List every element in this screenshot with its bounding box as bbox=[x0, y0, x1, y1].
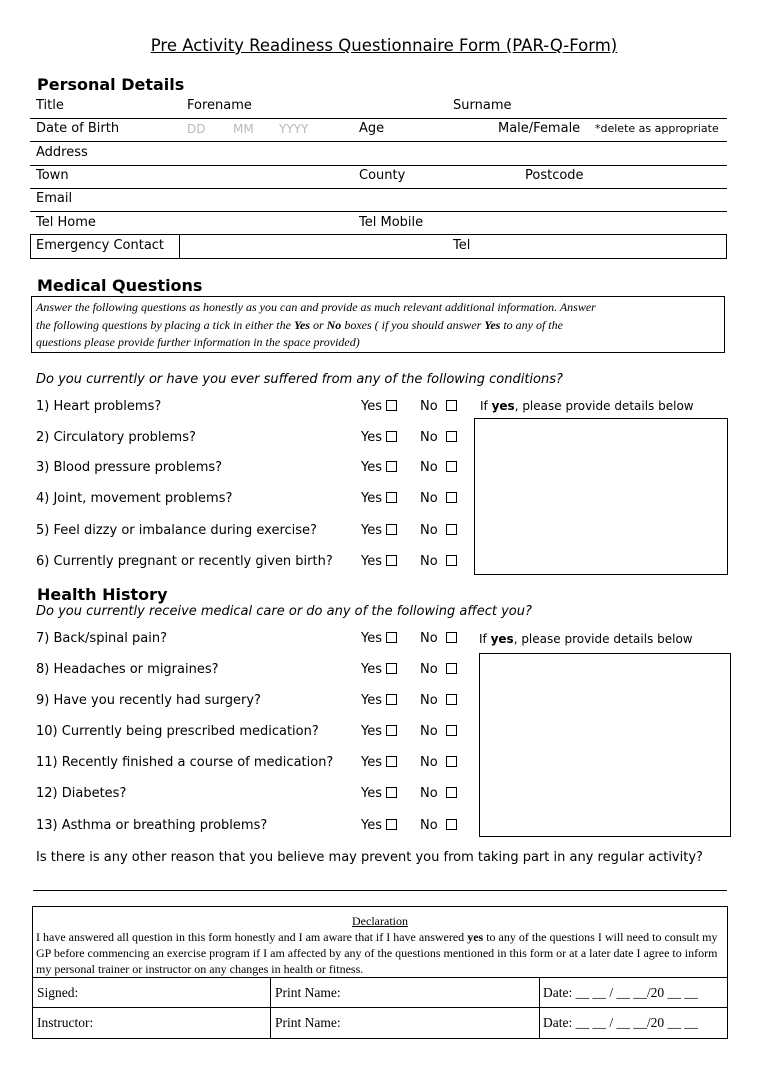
declaration-text bbox=[36, 929, 726, 977]
no-label: No bbox=[420, 818, 438, 833]
q13-no[interactable] bbox=[420, 818, 457, 833]
county-label: County bbox=[359, 168, 406, 183]
history-intro: Do you currently receive medical care or do any of the following affect you? bbox=[36, 604, 532, 619]
title-row-line bbox=[30, 118, 727, 119]
q1-yes[interactable] bbox=[361, 399, 397, 414]
hint-text: , please provide details below bbox=[514, 399, 694, 413]
q6-no[interactable] bbox=[420, 554, 457, 569]
declaration-text-part: to any of the questions I will need to consult my GP before commencing an exercise program if I am affected by any of the questions mentioned in this form or at a later date I agree to inform my personal trainer or instructor on any changes in health or fitness. bbox=[36, 930, 718, 976]
health-history-heading: Health History bbox=[37, 585, 168, 604]
history-details-hint bbox=[479, 632, 693, 646]
q2-no-checkbox[interactable] bbox=[446, 431, 457, 442]
question-4: 4) Joint, movement problems? bbox=[36, 491, 233, 506]
signature-divider-2 bbox=[539, 977, 540, 1039]
question-7: 7) Back/spinal pain? bbox=[36, 631, 167, 646]
q4-yes[interactable] bbox=[361, 491, 397, 506]
instructions-text: to any of the bbox=[500, 317, 563, 332]
emergency-tel-label: Tel bbox=[453, 238, 471, 253]
q5-yes[interactable] bbox=[361, 523, 397, 538]
question-11: 11) Recently finished a course of medication? bbox=[36, 755, 334, 770]
other-reason-answer-line[interactable] bbox=[33, 890, 727, 891]
signature-divider-1 bbox=[270, 977, 271, 1039]
question-12: 12) Diabetes? bbox=[36, 786, 127, 801]
no-label: No bbox=[420, 554, 438, 569]
q3-yes[interactable] bbox=[361, 460, 397, 475]
q6-yes[interactable] bbox=[361, 554, 397, 569]
q1-no[interactable] bbox=[420, 399, 457, 414]
q13-yes[interactable] bbox=[361, 818, 397, 833]
no-label: No bbox=[420, 786, 438, 801]
no-label: No bbox=[420, 460, 438, 475]
question-3: 3) Blood pressure problems? bbox=[36, 460, 223, 475]
q1-no-checkbox[interactable] bbox=[446, 400, 457, 411]
q6-yes-checkbox[interactable] bbox=[386, 555, 397, 566]
town-row-line bbox=[30, 188, 727, 189]
q13-no-checkbox[interactable] bbox=[446, 819, 457, 830]
hint-text: If bbox=[480, 399, 492, 413]
hint-bold: yes bbox=[490, 632, 514, 646]
q10-no[interactable] bbox=[420, 724, 457, 739]
age-label: Age bbox=[359, 121, 385, 136]
hint-text: , please provide details below bbox=[513, 632, 693, 646]
question-6: 6) Currently pregnant or recently given birth? bbox=[36, 554, 333, 569]
conditions-intro: Do you currently or have you ever suffered from any of the following conditions? bbox=[36, 372, 563, 387]
instructor-print-name-field[interactable]: Print Name: bbox=[275, 1015, 341, 1030]
q12-no-checkbox[interactable] bbox=[446, 787, 457, 798]
postcode-label: Postcode bbox=[525, 168, 584, 183]
q3-no-checkbox[interactable] bbox=[446, 461, 457, 472]
no-label: No bbox=[420, 631, 438, 646]
instructions-text: the following questions by placing a tick in either the bbox=[36, 317, 294, 332]
hint-bold: yes bbox=[491, 399, 515, 413]
address-label: Address bbox=[36, 145, 88, 160]
q6-no-checkbox[interactable] bbox=[446, 555, 457, 566]
yes-label: Yes bbox=[361, 786, 382, 801]
medical-questions-heading: Medical Questions bbox=[37, 276, 203, 295]
q1-yes-checkbox[interactable] bbox=[386, 400, 397, 411]
instructions-line-3: questions please provide further information in the space provided) bbox=[36, 335, 360, 349]
yes-label: Yes bbox=[361, 460, 382, 475]
personal-details-heading: Personal Details bbox=[37, 75, 185, 94]
medical-instructions bbox=[31, 296, 725, 353]
instructions-line-1: Answer the following questions as honestly as you can and provide as much relevant additional information. Answer bbox=[36, 300, 596, 314]
q7-yes-checkbox[interactable] bbox=[386, 632, 397, 643]
q9-no-checkbox[interactable] bbox=[446, 694, 457, 705]
yes-label: Yes bbox=[361, 724, 382, 739]
question-8: 8) Headaches or migraines? bbox=[36, 662, 219, 677]
emergency-contact-label: Emergency Contact bbox=[36, 238, 165, 253]
q11-yes-checkbox[interactable] bbox=[386, 756, 397, 767]
q11-yes[interactable] bbox=[361, 755, 397, 770]
q11-no[interactable] bbox=[420, 755, 457, 770]
yes-label: Yes bbox=[361, 662, 382, 677]
instructor-date-field[interactable]: Date: __ __ / __ __/20 __ __ bbox=[543, 1015, 698, 1030]
q5-yes-checkbox[interactable] bbox=[386, 524, 397, 535]
q9-yes[interactable] bbox=[361, 693, 397, 708]
q11-no-checkbox[interactable] bbox=[446, 756, 457, 767]
q2-no[interactable] bbox=[420, 430, 457, 445]
q3-no[interactable] bbox=[420, 460, 457, 475]
no-label: No bbox=[420, 724, 438, 739]
hint-text: If bbox=[479, 632, 491, 646]
instructor-field[interactable]: Instructor: bbox=[37, 1015, 94, 1030]
dob-year-field[interactable]: YYYY bbox=[279, 122, 309, 136]
forename-label: Forename bbox=[187, 98, 252, 113]
no-label: No bbox=[420, 662, 438, 677]
q4-no-checkbox[interactable] bbox=[446, 492, 457, 503]
yes-label: Yes bbox=[361, 818, 382, 833]
dob-month-field[interactable]: MM bbox=[233, 122, 254, 136]
yes-label: Yes bbox=[361, 755, 382, 770]
no-label: No bbox=[420, 399, 438, 414]
q12-no[interactable] bbox=[420, 786, 457, 801]
no-label: No bbox=[420, 491, 438, 506]
yes-label: Yes bbox=[361, 523, 382, 538]
q10-no-checkbox[interactable] bbox=[446, 725, 457, 736]
town-label: Town bbox=[36, 168, 69, 183]
gender-label[interactable]: Male/Female bbox=[498, 121, 581, 136]
declaration-heading: Declaration bbox=[352, 914, 408, 928]
q7-no-checkbox[interactable] bbox=[446, 632, 457, 643]
no-label: No bbox=[420, 523, 438, 538]
q9-yes-checkbox[interactable] bbox=[386, 694, 397, 705]
tel-mobile-label: Tel Mobile bbox=[359, 215, 424, 230]
form-title: Pre Activity Readiness Questionnaire Form (PAR-Q-Form) bbox=[150, 36, 618, 55]
yes-label: Yes bbox=[361, 430, 382, 445]
gender-note: *delete as appropriate bbox=[595, 122, 719, 135]
q12-yes-checkbox[interactable] bbox=[386, 787, 397, 798]
declaration-yes: yes bbox=[467, 930, 484, 944]
no-emphasis: No bbox=[326, 317, 342, 332]
yes-emphasis: Yes bbox=[484, 317, 501, 332]
q2-yes-checkbox[interactable] bbox=[386, 431, 397, 442]
q9-no[interactable] bbox=[420, 693, 457, 708]
instructions-line-2 bbox=[36, 317, 720, 335]
yes-label: Yes bbox=[361, 491, 382, 506]
emergency-divider bbox=[179, 234, 180, 259]
question-5: 5) Feel dizzy or imbalance during exercise? bbox=[36, 523, 317, 538]
tel-home-label: Tel Home bbox=[36, 215, 96, 230]
question-1: 1) Heart problems? bbox=[36, 399, 162, 414]
signature-row-mid bbox=[32, 1007, 728, 1008]
q7-yes[interactable] bbox=[361, 631, 397, 646]
signed-field[interactable]: Signed: bbox=[37, 985, 79, 1000]
q13-yes-checkbox[interactable] bbox=[386, 819, 397, 830]
yes-emphasis: Yes bbox=[293, 317, 310, 332]
dob-label: Date of Birth bbox=[36, 121, 120, 136]
question-13: 13) Asthma or breathing problems? bbox=[36, 818, 268, 833]
q8-no[interactable] bbox=[420, 662, 457, 677]
q8-yes-checkbox[interactable] bbox=[386, 663, 397, 674]
medical-details-hint bbox=[480, 399, 694, 413]
q5-no[interactable] bbox=[420, 523, 457, 538]
q4-yes-checkbox[interactable] bbox=[386, 492, 397, 503]
q8-yes[interactable] bbox=[361, 662, 397, 677]
q12-yes[interactable] bbox=[361, 786, 397, 801]
medical-details-box[interactable] bbox=[474, 418, 728, 575]
question-10: 10) Currently being prescribed medication? bbox=[36, 724, 319, 739]
no-label: No bbox=[420, 693, 438, 708]
q3-yes-checkbox[interactable] bbox=[386, 461, 397, 472]
yes-label: Yes bbox=[361, 693, 382, 708]
q4-no[interactable] bbox=[420, 491, 457, 506]
address-row-line bbox=[30, 165, 727, 166]
surname-label: Surname bbox=[453, 98, 512, 113]
declaration-text-part: I have answered all question in this form honestly and I am aware that if I have answered bbox=[36, 930, 468, 944]
history-details-box[interactable] bbox=[479, 653, 731, 837]
email-label: Email bbox=[36, 191, 73, 206]
yes-label: Yes bbox=[361, 554, 382, 569]
dob-row-line bbox=[30, 141, 727, 142]
yes-label: Yes bbox=[361, 631, 382, 646]
no-label: No bbox=[420, 755, 438, 770]
q5-no-checkbox[interactable] bbox=[446, 524, 457, 535]
title-label: Title bbox=[36, 98, 64, 113]
q2-yes[interactable] bbox=[361, 430, 397, 445]
other-reason-question: Is there is any other reason that you believe may prevent you from taking part in any regular activity? bbox=[36, 850, 703, 865]
print-name-field[interactable]: Print Name: bbox=[275, 985, 341, 1000]
date-field[interactable]: Date: __ __ / __ __/20 __ __ bbox=[543, 985, 698, 1000]
no-label: No bbox=[420, 430, 438, 445]
instructions-text: boxes ( if you should answer bbox=[341, 317, 485, 332]
q7-no[interactable] bbox=[420, 631, 457, 646]
dob-day-field[interactable]: DD bbox=[187, 122, 206, 136]
q10-yes[interactable] bbox=[361, 724, 397, 739]
q10-yes-checkbox[interactable] bbox=[386, 725, 397, 736]
signature-row-top bbox=[32, 977, 728, 978]
yes-label: Yes bbox=[361, 399, 382, 414]
q8-no-checkbox[interactable] bbox=[446, 663, 457, 674]
email-row-line bbox=[30, 211, 727, 212]
question-2: 2) Circulatory problems? bbox=[36, 430, 196, 445]
instructions-text: or bbox=[309, 317, 327, 332]
question-9: 9) Have you recently had surgery? bbox=[36, 693, 261, 708]
